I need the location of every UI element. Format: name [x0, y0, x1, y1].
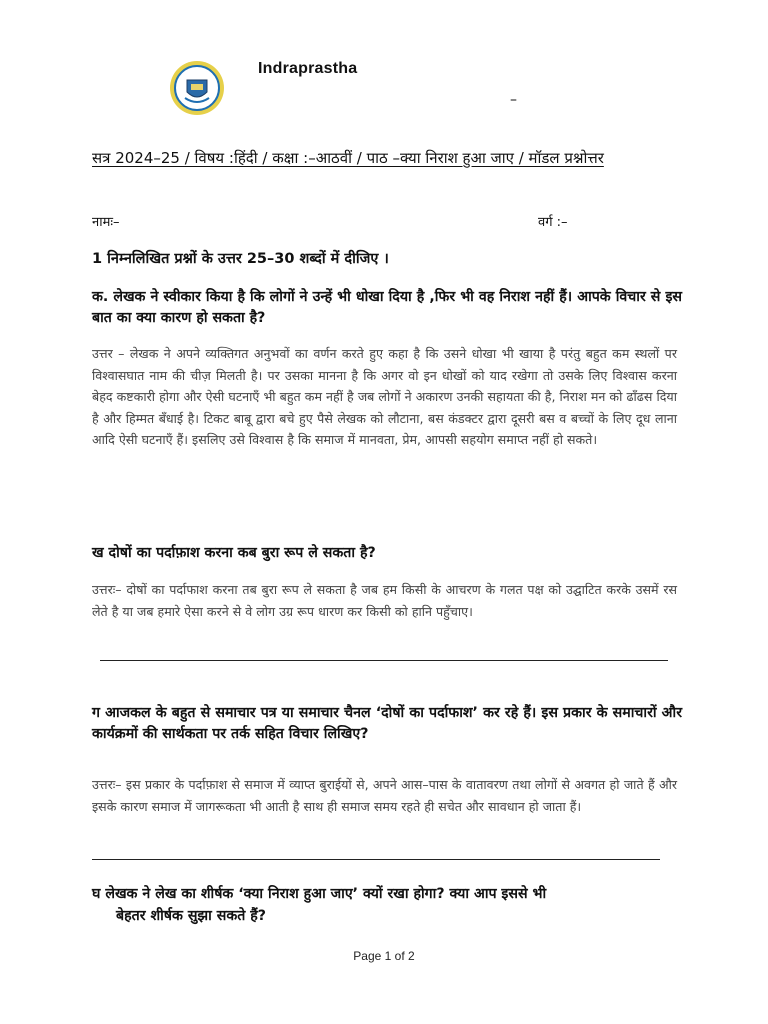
question-gha-line2: बेहतर शीर्षक सुझा सकते हैं? [116, 908, 267, 924]
page-number: Page 1 of 2 [353, 949, 415, 963]
divider-line [100, 660, 668, 661]
question-ka: क. लेखक ने स्वीकार किया है कि लोगों ने उन्हें भी धोखा दिया है ,फिर भी वह निराश नहीं हैं। आपके विचार से इस बात का क्या कारण हो सकता है? [92, 289, 682, 326]
question-kha: ख दोषों का पर्दाफ़ाश करना कब बुरा रूप ले सकता है? [92, 545, 376, 561]
document-title: सत्र 2024–25 / विषय :हिंदी / कक्षा :–आठवीं / पाठ –क्या निराश हुआ जाए / मॉडल प्रश्नोत्तर [92, 149, 604, 167]
answer-kha: उत्तरः– दोषों का पर्दाफाश करना तब बुरा रूप ले सकता है जब हम किसी के आचरण के गलत पक्ष को उद्घाटित करके उसमें रस लेते है या जब हमारे ऐसा करने से वे लोग उग्र रूप धारण कर किसी को हानि पहुँचाए। [92, 582, 677, 619]
answer-ka: उत्तर – लेखक ने अपने व्यक्तिगत अनुभवों का वर्णन करते हुए कहा है कि उसने धोखा भी खाया है परंतु बहुत कम स्थलों पर विश्वासघात नाम की चीज़ मिलती है। पर उसका मानना है कि अगर वो इन धोखों को याद रखेगा तो उसके लिए विश्वास करना बेहद कष्टकारी होगा और ऐसी घटनाएँ भी बहुत कम नहीं है जब लोगों ने अकारण उनकी सहायता की है, निराश मन को ढाँढस दिया है और हिम्मत बँधाई है। टिकट बाबू द्वारा बचे हुए पैसे लेखक को लौटाना, बस कंडक्टर द्वारा दूसरी बस व बच्चों के लिए दूध लाना आदि ऐसी घटनाएँ हैं। इसलिए उसे विश्वास है कि समाज में मानवता, प्रेम, आपसी सहयोग समाप्त नहीं हो सकते। [92, 346, 677, 447]
answer-ga: उत्तरः– इस प्रकार के पर्दाफ़ाश से समाज में व्याप्त बुराईयों से, अपने आस–पास के वातावरण तथा लोगों से अवगत हो जाते हैं और इसके कारण समाज में जागरूकता भी आती है साथ ही समाज समय रहते ही सचेत और सावधान हो जाता हैं। [92, 777, 677, 814]
question-gha-line1: घ लेखक ने लेख का शीर्षक ‘क्या निराश हुआ जाए’ क्यों रखा होगा? क्या आप इससे भी [92, 886, 547, 902]
class-field-label: वर्ग :– [538, 215, 568, 230]
divider-line [92, 859, 660, 860]
school-logo [169, 60, 225, 116]
question-gha [92, 883, 682, 927]
instruction: 1 निम्नलिखित प्रश्नों के उत्तर 25–30 शब्दों में दीजिए । [92, 251, 389, 267]
school-name: Indraprastha [258, 60, 358, 77]
question-ga: ग आजकल के बहुत से समाचार पत्र या समाचार चैनल ‘दोषों का पर्दाफाश’ कर रहे हैं। इस प्रकार के समाचारों और कार्यक्रमों की सार्थकता पर तर्क सहित विचार लिखिए? [92, 705, 682, 742]
dash-mark: – [510, 92, 517, 108]
name-field-label: नामः– [92, 215, 120, 230]
